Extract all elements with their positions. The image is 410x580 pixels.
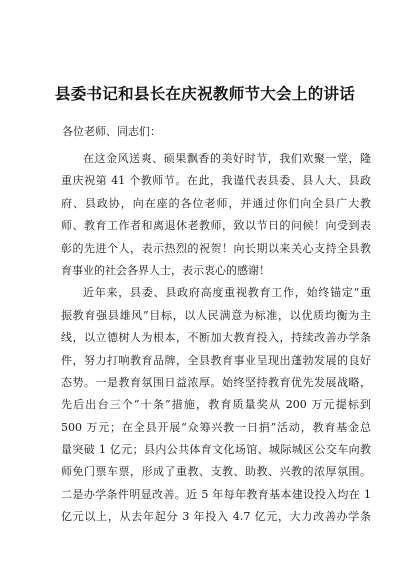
text-line: 师、教育工作者和离退休老教师，致以节日的问候！向受到表 <box>61 219 371 233</box>
text-line: 态势。一是教育氛围日益浓厚。始终坚持教育优先发展战略， <box>61 375 371 389</box>
text-line: 育事业的社会各界人士，表示衷心的感谢！ <box>61 263 270 277</box>
text-line: 彰的先进个人，表示热烈的祝贺！向长期以来关心支持全县教 <box>61 241 371 255</box>
speech-body <box>61 148 371 529</box>
text-line: 二是办学条件明显改善。近 5 年每年教育基本建设投入均在 1 <box>61 487 371 501</box>
text-line: 师免门票车票，形成了重教、支教、助教、兴教的浓厚氛围。 <box>61 465 371 479</box>
text-line: 线，以立德树人为根本，不断加大教育投入，持续改善办学条 <box>61 331 371 345</box>
text-line: 亿元以上，从去年起分 3 年投入 4.7 亿元，大力改善办学条 <box>61 510 371 524</box>
text-line: 在这金风送爽、硕果飘香的美好时节，我们欢聚一堂，隆 <box>83 152 371 165</box>
text-line: 件，努力打响教育品牌，全县教育事业呈现出蓬勃发展的良好 <box>61 353 371 367</box>
text-line: 近年来，县委、县政府高度重视教育工作，始终锚定“重 <box>83 286 371 300</box>
text-line: 振教育强县雄风”目标，以人民满意为标准，以优质均衡为主 <box>61 308 371 322</box>
text-line: 先后出台三个“十条”措施，教育质量奖从 200 万元提标到 <box>61 398 371 412</box>
text-line: 重庆祝第 41 个教师节。在此，我谨代表县委、县人大、县政 <box>61 174 371 188</box>
document-title: 县委书记和县长在庆祝教师节大会上的讲话 <box>54 85 356 103</box>
text-line: 量突破 1 亿元；县内公共体育文化场馆、城际城区公交车向教 <box>61 443 371 457</box>
text-line: 府、县政协，向在座的各位老师，并通过你们向全县广大教 <box>61 196 371 210</box>
salutation: 各位老师、同志们： <box>62 125 161 138</box>
text-line: 500 万元；在全县开展“众筹兴教一日捐”活动，教育基金总 <box>61 420 371 434</box>
